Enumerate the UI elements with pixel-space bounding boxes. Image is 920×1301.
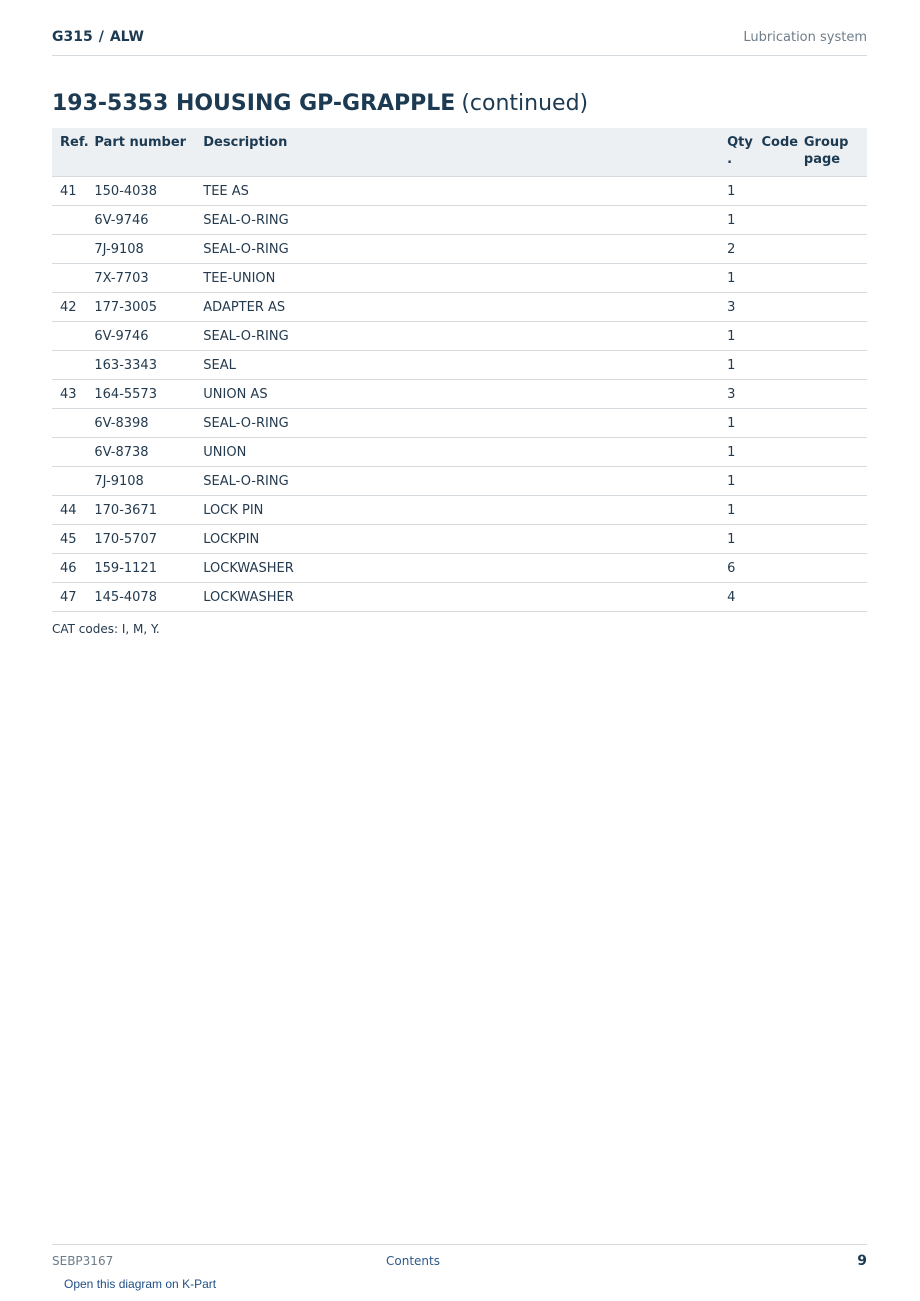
cell-ref: 47 bbox=[52, 583, 86, 612]
table-row bbox=[52, 380, 867, 409]
cell-description: UNION AS bbox=[195, 380, 719, 409]
cell-part-number: 170-5707 bbox=[86, 525, 195, 554]
table-row bbox=[52, 293, 867, 322]
cell-qty: 3 bbox=[719, 380, 753, 409]
cell-ref: 44 bbox=[52, 496, 86, 525]
table-row bbox=[52, 235, 867, 264]
cell-code bbox=[753, 264, 795, 293]
cell-code bbox=[753, 380, 795, 409]
column-header-part-number: Part number bbox=[86, 128, 195, 177]
cell-qty: 6 bbox=[719, 554, 753, 583]
cell-qty: 1 bbox=[719, 351, 753, 380]
page-header bbox=[52, 28, 867, 56]
cell-ref bbox=[52, 467, 86, 496]
cell-qty: 2 bbox=[719, 235, 753, 264]
cell-part-number: 145-4078 bbox=[86, 583, 195, 612]
table-row bbox=[52, 467, 867, 496]
cell-group-page bbox=[796, 496, 867, 525]
page-footer bbox=[52, 1244, 867, 1301]
cell-qty: 1 bbox=[719, 409, 753, 438]
cell-ref: 45 bbox=[52, 525, 86, 554]
table-row bbox=[52, 177, 867, 206]
cell-group-page bbox=[796, 206, 867, 235]
table-header-row bbox=[52, 128, 867, 177]
cell-code bbox=[753, 293, 795, 322]
cell-code bbox=[753, 438, 795, 467]
cell-code bbox=[753, 322, 795, 351]
table-row bbox=[52, 351, 867, 380]
cell-description: LOCK PIN bbox=[195, 496, 719, 525]
column-header-code: Code bbox=[753, 128, 795, 177]
table-row bbox=[52, 525, 867, 554]
cell-description: LOCKPIN bbox=[195, 525, 719, 554]
page-title bbox=[52, 90, 588, 118]
cell-group-page bbox=[796, 380, 867, 409]
cell-group-page bbox=[796, 583, 867, 612]
cell-description: SEAL-O-RING bbox=[195, 235, 719, 264]
cell-part-number: 150-4038 bbox=[86, 177, 195, 206]
cell-description: SEAL bbox=[195, 351, 719, 380]
cell-description: SEAL-O-RING bbox=[195, 409, 719, 438]
cell-qty: 1 bbox=[719, 264, 753, 293]
cell-group-page bbox=[796, 467, 867, 496]
cell-qty: 1 bbox=[719, 177, 753, 206]
cell-ref bbox=[52, 206, 86, 235]
cell-qty: 1 bbox=[719, 496, 753, 525]
cell-ref bbox=[52, 264, 86, 293]
table-row bbox=[52, 583, 867, 612]
cell-qty: 1 bbox=[719, 206, 753, 235]
page-number: 9 bbox=[857, 1253, 867, 1269]
cell-part-number: 7X-7703 bbox=[86, 264, 195, 293]
cell-code bbox=[753, 467, 795, 496]
cell-ref bbox=[52, 235, 86, 264]
column-header-group-page: Group page bbox=[796, 128, 867, 177]
cell-ref bbox=[52, 351, 86, 380]
cell-code bbox=[753, 235, 795, 264]
cell-part-number: 6V-8738 bbox=[86, 438, 195, 467]
cell-description: LOCKWASHER bbox=[195, 583, 719, 612]
cell-description: TEE AS bbox=[195, 177, 719, 206]
cell-description: UNION bbox=[195, 438, 719, 467]
cell-ref: 41 bbox=[52, 177, 86, 206]
cell-part-number: 170-3671 bbox=[86, 496, 195, 525]
cell-description: SEAL-O-RING bbox=[195, 206, 719, 235]
cell-code bbox=[753, 554, 795, 583]
column-header-qty: Qty . bbox=[719, 128, 753, 177]
cell-ref: 43 bbox=[52, 380, 86, 409]
cell-part-number: 159-1121 bbox=[86, 554, 195, 583]
cell-description: ADAPTER AS bbox=[195, 293, 719, 322]
cell-group-page bbox=[796, 235, 867, 264]
column-header-ref: Ref. bbox=[52, 128, 86, 177]
table-row bbox=[52, 322, 867, 351]
cell-part-number: 6V-9746 bbox=[86, 206, 195, 235]
cell-group-page bbox=[796, 525, 867, 554]
table-row bbox=[52, 438, 867, 467]
cell-qty: 1 bbox=[719, 322, 753, 351]
assembly-title: 193-5353 HOUSING GP-GRAPPLE bbox=[52, 91, 456, 116]
cell-ref: 42 bbox=[52, 293, 86, 322]
cell-group-page bbox=[796, 438, 867, 467]
cell-group-page bbox=[796, 554, 867, 583]
cell-group-page bbox=[796, 322, 867, 351]
cell-part-number: 7J-9108 bbox=[86, 235, 195, 264]
cell-part-number: 163-3343 bbox=[86, 351, 195, 380]
cell-part-number: 6V-8398 bbox=[86, 409, 195, 438]
cell-ref bbox=[52, 438, 86, 467]
table-row bbox=[52, 206, 867, 235]
cell-description: SEAL-O-RING bbox=[195, 322, 719, 351]
cell-part-number: 6V-9746 bbox=[86, 322, 195, 351]
continued-label: (continued) bbox=[461, 91, 589, 116]
series-label: ALW bbox=[109, 29, 144, 45]
table-row bbox=[52, 264, 867, 293]
cell-description: SEAL-O-RING bbox=[195, 467, 719, 496]
cell-ref bbox=[52, 409, 86, 438]
cell-code bbox=[753, 177, 795, 206]
document-code: SEBP3167 bbox=[52, 1254, 114, 1268]
cell-group-page bbox=[796, 351, 867, 380]
cell-part-number: 177-3005 bbox=[86, 293, 195, 322]
cell-description: LOCKWASHER bbox=[195, 554, 719, 583]
column-header-description: Description bbox=[195, 128, 719, 177]
model-label: G315 bbox=[52, 29, 93, 45]
model-breadcrumb bbox=[52, 29, 144, 45]
cell-code bbox=[753, 583, 795, 612]
open-kpart-link[interactable]: Open this diagram on K-Part bbox=[64, 1277, 217, 1291]
cell-code bbox=[753, 525, 795, 554]
table-row bbox=[52, 409, 867, 438]
cell-part-number: 7J-9108 bbox=[86, 467, 195, 496]
cell-code bbox=[753, 409, 795, 438]
cell-part-number: 164-5573 bbox=[86, 380, 195, 409]
cell-code bbox=[753, 206, 795, 235]
table-row bbox=[52, 554, 867, 583]
cell-qty: 1 bbox=[719, 525, 753, 554]
contents-link[interactable]: Contents bbox=[386, 1254, 440, 1268]
cell-ref: 46 bbox=[52, 554, 86, 583]
cell-qty: 3 bbox=[719, 293, 753, 322]
cell-group-page bbox=[796, 409, 867, 438]
table-row bbox=[52, 496, 867, 525]
cat-codes-note: CAT codes: I, M, Y. bbox=[52, 622, 160, 636]
cell-description: TEE-UNION bbox=[195, 264, 719, 293]
cell-group-page bbox=[796, 293, 867, 322]
cell-group-page bbox=[796, 177, 867, 206]
cell-qty: 4 bbox=[719, 583, 753, 612]
cell-ref bbox=[52, 322, 86, 351]
parts-table bbox=[52, 128, 867, 612]
cell-code bbox=[753, 496, 795, 525]
cell-qty: 1 bbox=[719, 438, 753, 467]
breadcrumb-separator: / bbox=[98, 29, 104, 45]
cell-qty: 1 bbox=[719, 467, 753, 496]
cell-group-page bbox=[796, 264, 867, 293]
cell-code bbox=[753, 351, 795, 380]
section-name: Lubrication system bbox=[743, 30, 867, 45]
